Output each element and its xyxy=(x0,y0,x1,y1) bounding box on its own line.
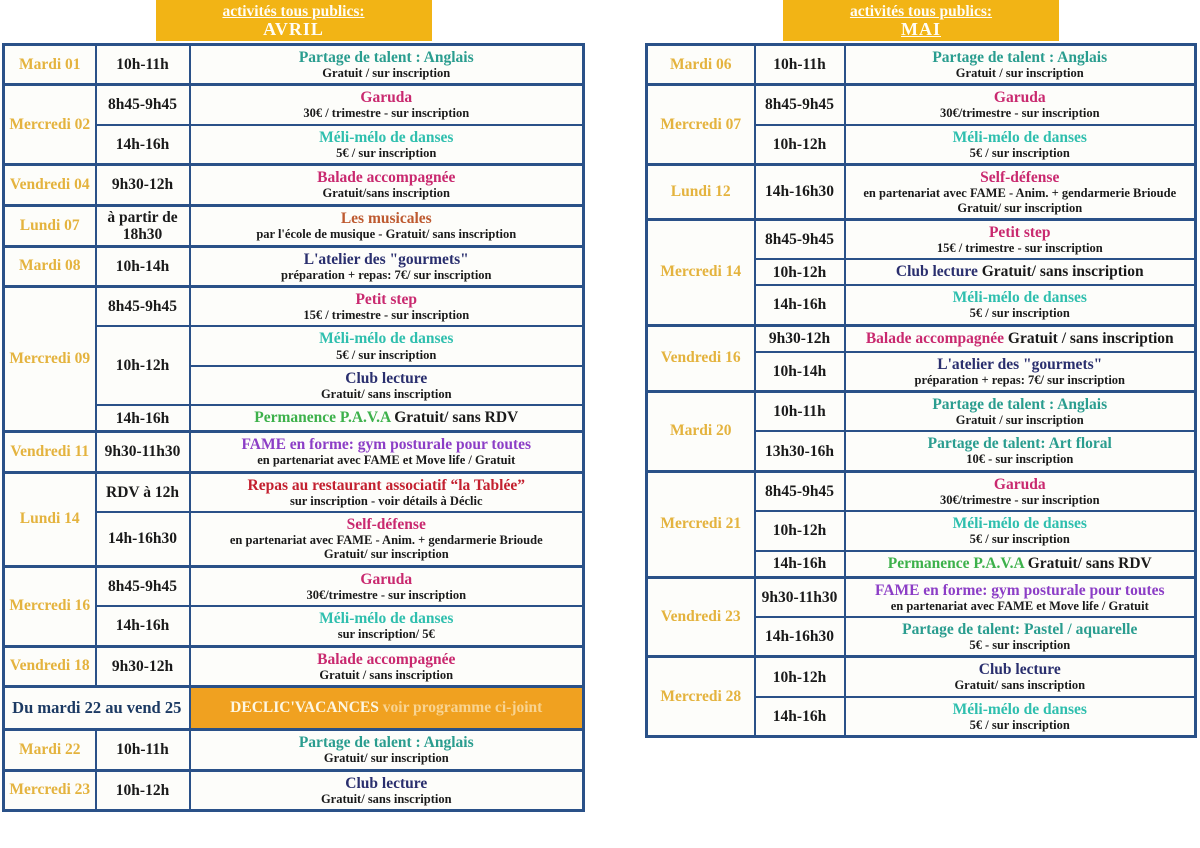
day-cell: Mercredi 16 xyxy=(4,566,96,646)
activity-title: Balade accompagnée xyxy=(317,169,456,187)
activity-cell xyxy=(190,125,584,165)
table-row xyxy=(647,391,1196,431)
day-cell: Mercredi 07 xyxy=(647,85,755,165)
table-row xyxy=(4,205,584,246)
activity-cell xyxy=(845,259,1196,285)
activity-cell xyxy=(190,566,584,606)
table-row xyxy=(647,577,1196,617)
time-cell: 8h45-9h45 xyxy=(96,566,190,606)
activity-subtitle: 5€ / sur inscription xyxy=(969,306,1070,321)
time-cell: 14h-16h30 xyxy=(755,165,845,220)
time-cell: 10h-11h xyxy=(755,391,845,431)
activity-cell xyxy=(845,551,1196,577)
activity-subtitle: 30€/trimestre - sur inscription xyxy=(939,492,1100,507)
time-cell: 9h30-11h30 xyxy=(96,432,190,472)
time-cell: 10h-12h xyxy=(96,326,190,405)
activity-title: Partage de talent : Anglais xyxy=(298,734,474,752)
banner-title: activités tous publics: xyxy=(849,3,993,20)
activity-title: Méli-mélo de danses xyxy=(952,289,1087,307)
activity-subtitle: Gratuit/ sur inscription xyxy=(957,200,1083,215)
activity-title: Partage de talent : Anglais xyxy=(298,48,474,66)
table-row xyxy=(4,287,584,327)
time-cell: à partir de 18h30 xyxy=(96,205,190,246)
table-row xyxy=(4,165,584,205)
time-cell: 8h45-9h45 xyxy=(755,471,845,511)
activity-title: Partage de talent: Art floral xyxy=(927,435,1112,453)
time-cell: 8h45-9h45 xyxy=(96,287,190,327)
activity-inline xyxy=(866,330,1174,347)
time-cell: 9h30-12h xyxy=(96,646,190,686)
time-cell: 10h-12h xyxy=(755,511,845,550)
time-cell: 10h-11h xyxy=(96,730,190,770)
activity-subtitle: par l'école de musique - Gratuit/ sans inscription xyxy=(256,226,517,241)
activity-cell xyxy=(190,44,584,84)
table-row xyxy=(4,646,584,686)
banner-month: MAI xyxy=(901,19,941,40)
activity-title: Balade accompagnée xyxy=(865,329,1005,347)
time-cell: 14h-16h xyxy=(755,697,845,737)
activity-cell xyxy=(190,512,584,566)
activity-subtitle: en partenariat avec FAME et Move life / Gratuit xyxy=(890,598,1149,613)
time-cell: 9h30-12h xyxy=(755,325,845,351)
activity-subtitle: 15€ / trimestre - sur inscription xyxy=(303,308,470,323)
activity-title: Permanence P.A.V.A xyxy=(887,554,1024,572)
time-cell: 10h-14h xyxy=(755,352,845,392)
activity-title: Garuda xyxy=(360,570,413,588)
activity-cell xyxy=(190,606,584,646)
day-cell: Mercredi 28 xyxy=(647,657,755,737)
activity-subtitle: préparation + repas: 7€/ sur inscription xyxy=(281,267,492,282)
activity-note: Gratuit/ sans RDV xyxy=(394,409,519,427)
day-cell: Mardi 01 xyxy=(4,44,96,84)
day-cell: Mercredi 09 xyxy=(4,287,96,432)
activity-title: Petit step xyxy=(355,291,418,309)
activity-title: Garuda xyxy=(993,475,1046,493)
time-cell: 14h-16h xyxy=(755,285,845,325)
activity-cell xyxy=(845,471,1196,511)
activity-cell xyxy=(845,657,1196,697)
activity-subtitle: Gratuit/ sans inscription xyxy=(954,678,1086,693)
time-cell: 10h-12h xyxy=(96,770,190,810)
activity-subtitle: 5€ / sur inscription xyxy=(336,145,437,160)
activity-cell xyxy=(845,285,1196,325)
activity-title: Permanence P.A.V.A xyxy=(254,409,391,427)
activity-title: Repas au restaurant associatif “la Tablée” xyxy=(247,476,525,494)
activity-cell xyxy=(845,617,1196,657)
day-cell: Vendredi 16 xyxy=(647,325,755,391)
table-row xyxy=(4,44,584,84)
activity-cell xyxy=(190,405,584,431)
activity-subtitle: en partenariat avec FAME - Anim. + gendarmerie Brioude xyxy=(229,533,543,548)
activity-title: Petit step xyxy=(988,223,1051,241)
day-cell: Mercredi 21 xyxy=(647,471,755,577)
activity-subtitle: 5€ / sur inscription xyxy=(969,717,1070,732)
table-row xyxy=(4,566,584,606)
day-cell: Mardi 06 xyxy=(647,44,755,84)
declic-note: voir programme ci-joint xyxy=(378,699,543,717)
activity-cell xyxy=(845,44,1196,84)
activity-subtitle: en partenariat avec FAME - Anim. + gendarmerie Brioude xyxy=(863,186,1177,201)
time-cell: 14h-16h xyxy=(755,551,845,577)
day-cell: Vendredi 18 xyxy=(4,646,96,686)
activity-title: FAME en forme: gym posturale pour toutes xyxy=(241,436,532,454)
time-cell: 14h-16h xyxy=(96,125,190,165)
activity-cell xyxy=(845,697,1196,737)
activity-title: Méli-mélo de danses xyxy=(319,128,454,146)
day-cell: Mardi 20 xyxy=(647,391,755,471)
activity-title: Club lecture xyxy=(978,661,1061,679)
activity-title: Partage de talent : Anglais xyxy=(932,48,1108,66)
activity-title: Méli-mélo de danses xyxy=(319,330,454,348)
time-cell: 14h-16h30 xyxy=(96,512,190,566)
time-cell: 8h45-9h45 xyxy=(755,219,845,259)
activity-title: FAME en forme: gym posturale pour toutes xyxy=(874,581,1165,599)
activity-title: Méli-mélo de danses xyxy=(952,515,1087,533)
activity-cell xyxy=(190,366,584,405)
activity-subtitle: Gratuit/ sans inscription xyxy=(320,791,452,806)
activity-cell xyxy=(190,205,584,246)
time-cell: 8h45-9h45 xyxy=(755,85,845,125)
activity-note: Gratuit / sans inscription xyxy=(1007,329,1174,347)
table-row xyxy=(647,85,1196,125)
activity-cell xyxy=(190,646,584,686)
activity-title: Partage de talent : Anglais xyxy=(932,395,1108,413)
activity-cell xyxy=(190,246,584,286)
activity-note: Gratuit/ sans inscription xyxy=(981,263,1144,281)
table-row-declic xyxy=(4,687,584,730)
time-cell: 8h45-9h45 xyxy=(96,85,190,125)
activity-title: Les musicales xyxy=(340,209,432,227)
time-cell: 10h-11h xyxy=(755,44,845,84)
day-cell: Lundi 14 xyxy=(4,472,96,566)
declic-date-range: Du mardi 22 au vend 25 xyxy=(4,687,190,730)
activity-cell xyxy=(190,326,584,365)
activity-cell xyxy=(190,432,584,472)
day-cell: Vendredi 04 xyxy=(4,165,96,205)
activity-subtitle: Gratuit / sur inscription xyxy=(955,413,1084,428)
activity-cell xyxy=(845,511,1196,550)
activity-title: Club lecture xyxy=(345,369,428,387)
banner-title: activités tous publics: xyxy=(222,3,365,20)
activity-note: Gratuit/ sans RDV xyxy=(1027,554,1152,572)
time-cell: 9h30-12h xyxy=(96,165,190,205)
activity-title: Méli-mélo de danses xyxy=(319,610,454,628)
time-cell: 14h-16h xyxy=(96,405,190,431)
activity-cell xyxy=(190,85,584,125)
time-cell: 14h-16h xyxy=(96,606,190,646)
activity-cell xyxy=(845,85,1196,125)
activity-cell xyxy=(845,431,1196,471)
activity-subtitle: 5€ / sur inscription xyxy=(969,145,1070,160)
day-cell: Vendredi 11 xyxy=(4,432,96,472)
activity-subtitle: 10€ - sur inscription xyxy=(966,452,1074,467)
activity-cell xyxy=(845,391,1196,431)
activity-cell xyxy=(845,325,1196,351)
activity-subtitle: Gratuit/ sur inscription xyxy=(323,547,449,562)
table-row xyxy=(4,472,584,512)
time-cell: RDV à 12h xyxy=(96,472,190,512)
table-row xyxy=(4,85,584,125)
table-row xyxy=(4,730,584,770)
activity-cell xyxy=(845,219,1196,259)
day-cell: Mardi 22 xyxy=(4,730,96,770)
activity-title: Méli-mélo de danses xyxy=(952,128,1087,146)
activity-title: L'atelier des "gourmets" xyxy=(937,355,1103,373)
activity-subtitle: 15€ / trimestre - sur inscription xyxy=(936,240,1103,255)
time-cell: 10h-11h xyxy=(96,44,190,84)
table-row xyxy=(647,165,1196,220)
activity-title: Self-défense xyxy=(980,169,1060,187)
activity-cell xyxy=(190,770,584,810)
activity-subtitle: 30€ / trimestre - sur inscription xyxy=(303,106,470,121)
table-row xyxy=(647,657,1196,697)
activity-subtitle: 5€ / sur inscription xyxy=(969,532,1070,547)
activity-subtitle: Gratuit/ sur inscription xyxy=(323,751,449,766)
activity-subtitle: en partenariat avec FAME et Move life / Gratuit xyxy=(257,453,516,468)
schedule-table-avril xyxy=(2,43,585,812)
schedule-table-mai xyxy=(645,43,1197,738)
activity-subtitle: 5€ / sur inscription xyxy=(336,347,437,362)
time-cell: 10h-12h xyxy=(755,657,845,697)
table-row xyxy=(4,246,584,286)
activity-subtitle: Gratuit/sans inscription xyxy=(322,186,450,201)
month-banner xyxy=(783,0,1059,41)
activity-title: Méli-mélo de danses xyxy=(952,700,1087,718)
table-row xyxy=(647,471,1196,511)
activity-inline xyxy=(896,263,1144,280)
time-cell: 10h-12h xyxy=(755,125,845,165)
activity-subtitle: 5€ - sur inscription xyxy=(969,638,1071,653)
activity-cell xyxy=(845,125,1196,165)
activity-title: Self-défense xyxy=(346,516,426,534)
activity-cell xyxy=(845,352,1196,392)
activity-inline xyxy=(888,555,1152,572)
table-row xyxy=(4,432,584,472)
activity-title: Club lecture xyxy=(895,263,978,281)
activity-title: Club lecture xyxy=(345,774,428,792)
activity-subtitle: sur inscription/ 5€ xyxy=(337,627,435,642)
banner-month: AVRIL xyxy=(263,19,324,40)
activity-subtitle: Gratuit / sur inscription xyxy=(322,65,451,80)
activity-subtitle: 30€/trimestre - sur inscription xyxy=(306,587,467,602)
activity-title: L'atelier des "gourmets" xyxy=(303,250,469,268)
activity-subtitle: Gratuit/ sans inscription xyxy=(320,386,452,401)
time-cell: 10h-12h xyxy=(755,259,845,285)
time-cell: 10h-14h xyxy=(96,246,190,286)
declic-banner xyxy=(190,687,584,730)
activity-cell xyxy=(845,577,1196,617)
activity-title: Balade accompagnée xyxy=(317,650,456,668)
activity-cell xyxy=(190,287,584,327)
activity-subtitle: sur inscription - voir détails à Déclic xyxy=(289,493,483,508)
day-cell: Mercredi 14 xyxy=(647,219,755,325)
activity-title: Garuda xyxy=(993,89,1046,107)
activity-title: Partage de talent: Pastel / aquarelle xyxy=(902,621,1138,638)
day-cell: Lundi 12 xyxy=(647,165,755,220)
day-cell: Mercredi 02 xyxy=(4,85,96,165)
time-cell: 14h-16h30 xyxy=(755,617,845,657)
month-section-avril xyxy=(2,0,585,812)
table-row xyxy=(4,770,584,810)
time-cell: 13h30-16h xyxy=(755,431,845,471)
activity-cell xyxy=(190,472,584,512)
activity-subtitle: 30€/trimestre - sur inscription xyxy=(939,106,1100,121)
activity-subtitle: Gratuit / sans inscription xyxy=(319,667,454,682)
activity-subtitle: Gratuit / sur inscription xyxy=(955,65,1084,80)
table-row xyxy=(647,219,1196,259)
month-section-mai xyxy=(645,0,1197,738)
declic-title: DECLIC'VACANCES xyxy=(230,699,379,717)
table-row xyxy=(647,325,1196,351)
day-cell: Mardi 08 xyxy=(4,246,96,286)
activity-inline xyxy=(254,409,518,426)
day-cell: Mercredi 23 xyxy=(4,770,96,810)
activity-title: Garuda xyxy=(360,89,413,107)
activity-cell xyxy=(190,165,584,205)
activity-cell xyxy=(845,165,1196,220)
activity-subtitle: préparation + repas: 7€/ sur inscription xyxy=(914,372,1125,387)
time-cell: 9h30-11h30 xyxy=(755,577,845,617)
activity-cell xyxy=(190,730,584,770)
day-cell: Vendredi 23 xyxy=(647,577,755,657)
month-banner xyxy=(156,0,432,41)
day-cell: Lundi 07 xyxy=(4,205,96,246)
table-row xyxy=(647,44,1196,84)
